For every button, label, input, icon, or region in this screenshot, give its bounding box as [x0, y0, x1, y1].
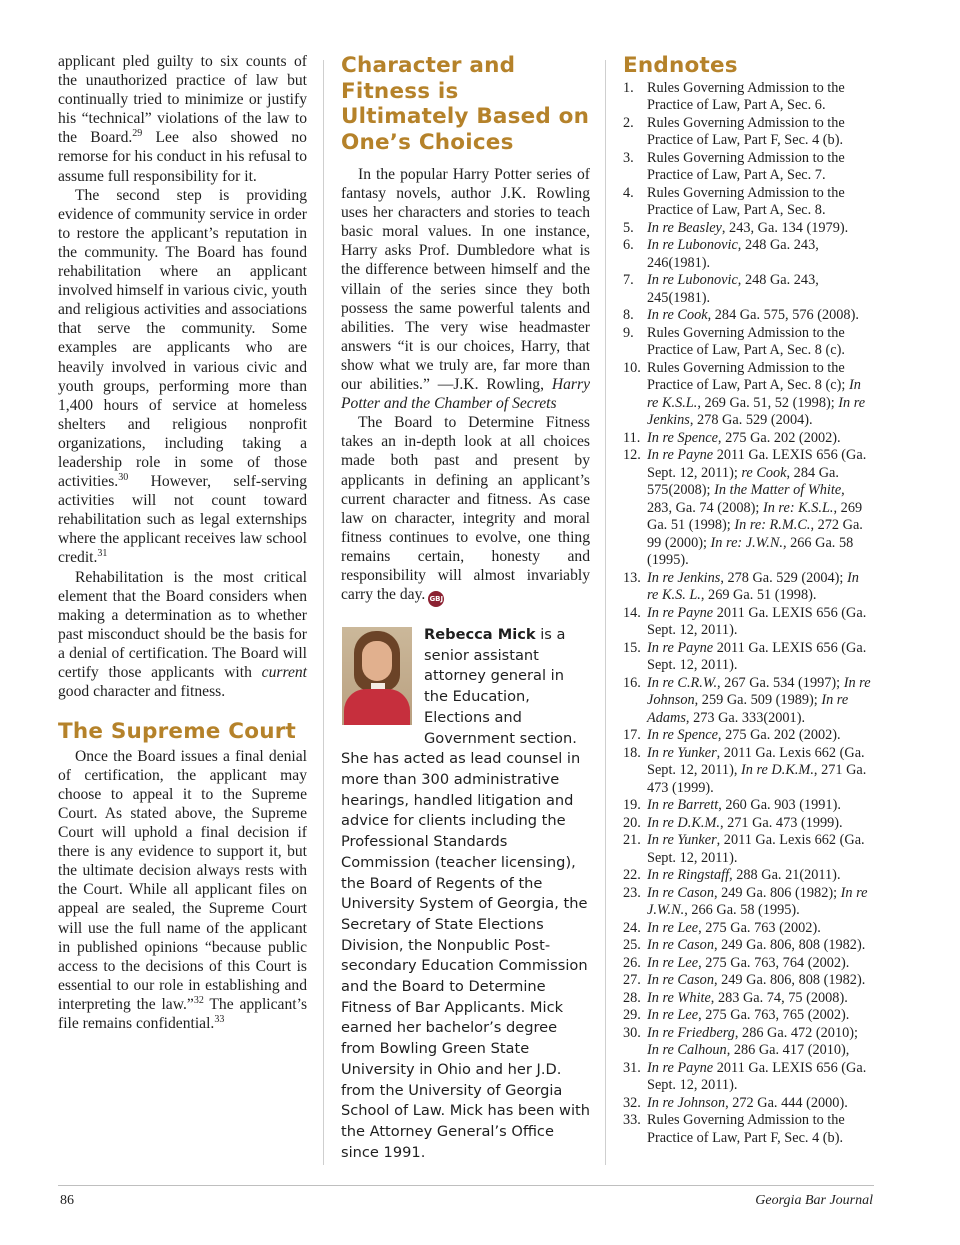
- endnote-text: 2011 Ga. LEXIS 656 (Ga. Sept. 12, 2011).: [647, 639, 867, 673]
- column-2: [341, 52, 590, 1163]
- paragraph: Once the Board issues a final denial of certification, the applicant may choose to appeal it to the Supreme Court. As stated above, the Supreme Court will uphold a final decision if there is any evidence to support it, but the ultimate decision always rests with the Court. While all applicant files on appeal are sealed, the Supreme Court will use the full name of the applicant in published opinions “because public access to the decisions of this Court is essential to our role in establishing and interpreting the law.”$^{32}$ The applicant’s file remains confidential.$^{33}$: [58, 747, 308, 1032]
- gbj-end-mark-icon: GBJ: [428, 591, 444, 607]
- page-number: 86: [60, 1193, 74, 1208]
- case-name: In re Lubonovic: [647, 237, 738, 253]
- endnote-item: [623, 920, 873, 938]
- endnote-text: , 259 Ga. 509 (1989);: [694, 692, 822, 708]
- endnote-text: , 275 Ga. 202 (2002).: [717, 727, 841, 743]
- endnote-item: [623, 272, 873, 307]
- column-divider: [323, 60, 324, 1165]
- author-name: Rebecca Mick: [424, 626, 536, 644]
- endnote-text: 2011 Ga. LEXIS 656 (Ga. Sept. 12, 2011).: [647, 604, 867, 638]
- endnote-text: , 273 Ga. 333(2001).: [685, 709, 806, 726]
- endnote-item: [623, 185, 873, 220]
- endnote-number: 30.: [623, 1024, 641, 1041]
- endnote-item: [623, 885, 873, 920]
- endnote-number: 4.: [623, 184, 634, 201]
- endnote-text: , 271 Ga. 473 (1999).: [647, 762, 867, 796]
- endnote-text: , 260 Ga. 903 (1991).: [718, 797, 841, 813]
- case-name: In re C.R.W.: [647, 674, 718, 691]
- endnote-item: [623, 797, 873, 815]
- endnote-text: , 275 Ga. 202 (2002).: [717, 429, 841, 446]
- endnote-number: 2.: [623, 114, 634, 131]
- endnote-item: [623, 237, 873, 272]
- footnote-ref[interactable]: 29: [132, 128, 143, 140]
- endnote-text: , 286 Ga. 417 (2010),: [726, 1042, 850, 1058]
- endnote-text: , 288 Ga. 21(2011).: [729, 867, 841, 883]
- endnote-text: , 283 Ga. 74, 75 (2008).: [710, 989, 848, 1006]
- endnote-number: 8.: [623, 307, 634, 323]
- column-divider: [605, 60, 606, 1165]
- endnote-number: 33.: [623, 1112, 641, 1128]
- column-3: [623, 52, 873, 1147]
- endnote-text: , 266 Ga. 58 (1995).: [647, 534, 854, 568]
- endnote-number: 11.: [623, 429, 641, 446]
- endnote-text: Rules Governing Admission to the Practice of Law, Part A, Sec. 6.: [647, 79, 845, 113]
- case-name: In re Lee: [647, 1007, 699, 1023]
- endnote-item: [623, 727, 873, 745]
- endnote-item: [623, 1095, 873, 1113]
- section-heading: Character and Fitness is Ultimately Based on One’s Choices: [341, 53, 590, 155]
- endnote-item: [623, 447, 873, 570]
- author-bio: Rebecca Mick is a senior assistant attorney general in the Education, Elections and Government section. She has acted as lead counsel in more than 300 administrative hearings, handled litigation and advice for clients including the Professional Standards Commission (teacher licensing), the Board of Regents of the University System of Georgia, the Secretary of State Elections Division, the Nonpublic Post-secondary Education Commission and the Board to Determine Fitness of Bar Applicants. Mick earned her bachelor’s degree from Bowling Green State University in Ohio and her J.D. from the University of Georgia School of Law. Mick has been with the Attorney General’s Office since 1991.: [341, 626, 591, 1161]
- case-name: In re Jenkins: [647, 394, 866, 428]
- case-name: In re Payne: [647, 639, 714, 656]
- endnote-text: , 248 Ga. 243, 245(1981).: [647, 272, 819, 306]
- endnote-text: 2011 Ga. LEXIS 656 (Ga. Sept. 12, 2011);: [647, 447, 867, 481]
- endnote-text: , 284 Ga. 575(2008);: [647, 464, 839, 498]
- endnote-number: 17.: [623, 727, 641, 743]
- endnote-number: 5.: [623, 219, 634, 236]
- endnote-text: , 249 Ga. 806, 808 (1982).: [713, 972, 866, 988]
- endnote-item: [623, 832, 873, 867]
- endnote-number: 31.: [623, 1059, 641, 1076]
- endnote-text: , 275 Ga. 763, 764 (2002).: [698, 954, 850, 971]
- endnote-text: , 248 Ga. 243, 246(1981).: [647, 237, 819, 271]
- endnote-number: 25.: [623, 937, 641, 953]
- endnote-text: , 267 Ga. 534 (1997);: [717, 674, 844, 691]
- footnote-ref[interactable]: 33: [214, 1014, 225, 1025]
- endnote-text: , 266 Ga. 58 (1995).: [684, 902, 800, 918]
- case-name: In re: J.W.N.: [710, 534, 783, 551]
- case-name: In re K.S.L.: [647, 377, 861, 411]
- endnote-text: , 278 Ga. 529 (2004);: [720, 569, 847, 586]
- case-name: In re Adams: [647, 692, 849, 726]
- paragraph: In the popular Harry Potter series of fantasy novels, author J.K. Rowling uses her characters and stories to teach basic moral values. In one instance, Harry asks Prof. Dumbledore what is the difference between himself and the villain of the series since they both possess the same powerful talents and abilities. The very wise headmaster answers “it is our choices, Harry, that show what we truly are, far more than our abilities.” —J.K. Rowling, Harry Potter and the Chamber of Secrets: [341, 166, 590, 413]
- endnote-text: , 272 Ga. 444 (2000).: [725, 1094, 848, 1111]
- endnote-number: 13.: [623, 569, 641, 586]
- endnote-number: 16.: [623, 674, 641, 691]
- endnote-text: , 243, Ga. 134 (1979).: [721, 219, 849, 236]
- endnote-item: [623, 1060, 873, 1095]
- endnote-item: [623, 325, 873, 360]
- endnote-number: 28.: [623, 989, 641, 1006]
- case-name: In re K.S. L.: [647, 569, 859, 603]
- endnote-text: Rules Governing Admission to the Practice of Law, Part F, Sec. 4 (b).: [647, 114, 845, 148]
- endnote-text: , 2011 Ga. Lexis 662 (Ga. Sept. 12, 2011),: [647, 744, 865, 778]
- endnote-item: [623, 745, 873, 798]
- endnote-number: 23.: [623, 884, 641, 901]
- endnote-text: Rules Governing Admission to the Practice of Law, Part A, Sec. 7.: [647, 149, 845, 183]
- endnote-item: [623, 605, 873, 640]
- endnote-item: [623, 990, 873, 1008]
- endnote-number: 7.: [623, 272, 634, 288]
- endnote-number: 18.: [623, 744, 641, 761]
- journal-title: Georgia Bar Journal: [755, 1193, 873, 1208]
- paragraph: The Board to Determine Fitness takes an in-depth look at all choices made both past and present by applicants in defining an applicant’s current character and fitness. As case law on character, integrity and moral fitness continues to evolve, one thing remains certain, honesty and responsibility will almost invariably carry the day. GBJ: [341, 413, 590, 607]
- column-1: [58, 52, 307, 1033]
- case-name: In re J.W.N.: [647, 884, 868, 918]
- case-name: In re Spence: [647, 727, 718, 743]
- endnote-item: [623, 867, 873, 885]
- endnote-item: [623, 80, 873, 115]
- case-name: In re Lubonovic: [647, 272, 738, 288]
- endnote-text: , 249 Ga. 806, 808 (1982).: [713, 937, 866, 953]
- endnote-text: , 249 Ga. 806 (1982);: [713, 884, 841, 901]
- case-name: In re Payne: [647, 604, 714, 621]
- case-name: In re D.K.M.: [740, 762, 814, 778]
- endnote-number: 19.: [623, 797, 641, 813]
- endnote-text: , 275 Ga. 763 (2002).: [698, 919, 821, 936]
- case-name: In re Lee: [647, 954, 699, 971]
- paragraph: The second step is providing evidence of community service in order to restore the applicant’s reputation in the community. The Board has found rehabilitation where an applicant involved himself in various civic, youth and religious activities and associations that serve the community. Some examples are applicants who are heavily involved in various civic and youth groups, performing more than 1,400 hours of service at homeless shelters and religious nonprofit organizations, including taking a leadership role in some of those activities.$^{30}$ However, self-serving activities will not count toward rehabilitation such as legal externships where the applicant receives law school credit.$^{31}$: [58, 186, 307, 567]
- endnote-text: , 278 Ga. 529 (2004).: [689, 412, 813, 428]
- endnote-text: , 269 Ga. 51 (1998);: [647, 499, 863, 533]
- case-name: In re Payne: [647, 1059, 714, 1076]
- endnote-item: [623, 815, 873, 833]
- case-name: In re White: [647, 989, 711, 1006]
- case-name: In re Calhoun: [647, 1042, 727, 1058]
- paragraph: Rehabilitation is the most critical element that the Board considers when making a determination as to whether past misconduct should be the basis for a denial of certification. The Board will certify those applicants with current good character and fitness.: [58, 568, 307, 701]
- endnote-number: 26.: [623, 954, 641, 971]
- endnote-item: [623, 1112, 873, 1147]
- case-name: In re Cason: [647, 884, 714, 901]
- endnote-item: [623, 220, 873, 238]
- endnote-item: [623, 430, 873, 448]
- case-name: In re Johnson: [647, 674, 871, 708]
- section-heading: The Supreme Court: [58, 719, 297, 745]
- endnote-item: [623, 675, 873, 728]
- endnote-item: [623, 1007, 873, 1025]
- case-name: In re Lee: [647, 919, 699, 936]
- case-name: In re Beasley: [647, 219, 722, 236]
- endnote-text: , 275 Ga. 763, 765 (2002).: [698, 1007, 850, 1023]
- endnote-item: [623, 115, 873, 150]
- endnote-text: , 269 Ga. 51 (1998).: [700, 587, 817, 603]
- endnote-text: , 283, Ga. 74 (2008);: [647, 482, 845, 516]
- endnote-text: 2011 Ga. LEXIS 656 (Ga. Sept. 12, 2011).: [647, 1059, 867, 1093]
- endnote-text: , 286 Ga. 472 (2010);: [734, 1024, 858, 1041]
- endnote-item: [623, 570, 873, 605]
- endnote-item: [623, 640, 873, 675]
- footnote-ref[interactable]: 32: [193, 994, 204, 1006]
- endnote-number: 22.: [623, 867, 641, 883]
- endnote-number: 29.: [623, 1007, 641, 1023]
- endnote-text: , 2011 Ga. Lexis 662 (Ga. Sept. 12, 2011).: [647, 832, 865, 866]
- case-name: In re Cason: [647, 937, 714, 953]
- case-name: In re Ringstaff: [647, 867, 730, 883]
- endnote-number: 32.: [623, 1094, 641, 1111]
- case-name: In re Cook: [647, 307, 708, 323]
- endnote-item: [623, 360, 873, 430]
- footnote-ref[interactable]: 30: [118, 472, 129, 484]
- endnote-number: 10.: [623, 359, 641, 376]
- endnotes-heading: Endnotes: [623, 53, 738, 78]
- endnote-number: 9.: [623, 324, 634, 341]
- case-name: In re Cason: [647, 972, 714, 988]
- endnote-number: 15.: [623, 639, 641, 656]
- endnote-item: [623, 307, 873, 325]
- endnote-item: [623, 955, 873, 973]
- footnote-ref[interactable]: 31: [97, 548, 108, 560]
- endnote-text: , 284 Ga. 575, 576 (2008).: [707, 307, 859, 323]
- endnote-text: , 271 Ga. 473 (1999).: [719, 814, 843, 831]
- case-name: In re Yunker: [647, 832, 717, 848]
- endnote-number: 12.: [623, 447, 641, 463]
- endnote-number: 3.: [623, 149, 634, 166]
- endnote-item: [623, 972, 873, 990]
- endnotes-list: [623, 80, 873, 1148]
- endnote-number: 1.: [623, 79, 634, 96]
- endnote-number: 6.: [623, 237, 634, 253]
- endnote-number: 27.: [623, 972, 641, 988]
- endnote-number: 21.: [623, 832, 641, 848]
- case-name: In re Johnson: [647, 1094, 726, 1111]
- case-name: In the Matter of White: [714, 482, 842, 498]
- endnote-text: Rules Governing Admission to the Practice of Law, Part A, Sec. 8.: [647, 184, 845, 218]
- endnote-number: 24.: [623, 919, 641, 936]
- author-photo: [342, 627, 412, 725]
- endnote-text: Rules Governing Admission to the Practice of Law, Part F, Sec. 4 (b).: [647, 1112, 845, 1146]
- endnote-number: 14.: [623, 604, 641, 621]
- case-name: In re Friedberg: [647, 1024, 735, 1041]
- endnote-text: Rules Governing Admission to the Practice of Law, Part A, Sec. 8 (c).: [647, 324, 845, 358]
- endnote-text: , 272 Ga. 99 (2000);: [647, 517, 863, 551]
- case-name: In re: K.S.L.: [762, 499, 834, 516]
- endnote-item: [623, 937, 873, 955]
- case-name: In re D.K.M.: [647, 814, 720, 831]
- endnote-number: 20.: [623, 814, 641, 831]
- endnote-item: [623, 1025, 873, 1060]
- case-name: In re: R.M.C.: [734, 517, 811, 533]
- paragraph: applicant pled guilty to six counts of the unauthorized practice of law but continually tried to minimize or justify his “technical” violations of the law to the Board.$^{29}$ Lee also showed no remorse for his conduct in his refusal to assume full responsibility for it.: [58, 53, 307, 185]
- endnote-text: , 269 Ga. 51, 52 (1998);: [697, 394, 839, 411]
- footer-rule: [58, 1185, 874, 1186]
- case-name: In re Yunker: [647, 744, 717, 761]
- endnote-item: [623, 150, 873, 185]
- case-name: In re Jenkins: [647, 569, 721, 586]
- case-name: In re Spence: [647, 429, 718, 446]
- case-name: re Cook: [741, 464, 787, 481]
- endnote-text: Rules Governing Admission to the Practice of Law, Part A, Sec. 8 (c);: [647, 359, 849, 393]
- case-name: In re Barrett: [647, 797, 719, 813]
- case-name: In re Payne: [647, 447, 714, 463]
